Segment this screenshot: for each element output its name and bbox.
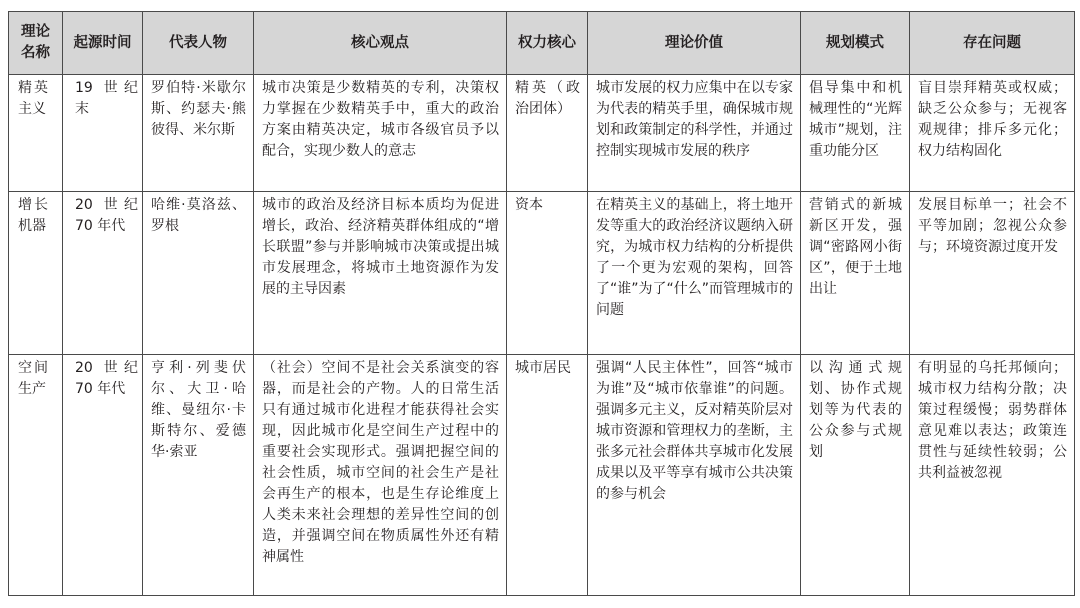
cell-power [507, 75, 588, 192]
header-people [143, 12, 254, 75]
cell-issues [910, 192, 1075, 355]
header-value-label: 理论价值 [665, 34, 723, 51]
header-power [507, 12, 588, 75]
cell-origin [63, 192, 143, 355]
header-issues [910, 12, 1075, 75]
cell-mode [801, 355, 910, 596]
header-mode-label: 规划模式 [826, 34, 884, 51]
cell-name-text: 精英主义 [18, 80, 48, 117]
cell-view-text: 城市的政治及经济目标本质均为促进增长，政治、经济精英群体组成的“增长联盟”参与并影响城市决策或提出城市发展理念，将城市土地资源作为发展的主导因素 [262, 197, 499, 297]
cell-issues-text: 盲目崇拜精英或权威；缺乏公众参与；无视客观规律；排斥多元化；权力结构固化 [918, 80, 1067, 159]
cell-view-text: 城市决策是少数精英的专利，决策权力掌握在少数精英手中，重大的政治方案由精英决定，城市各级官员予以配合，实现少数人的意志 [262, 80, 499, 159]
cell-issues [910, 355, 1075, 596]
cell-people-text: 亨利·列斐伏尔、大卫·哈维、曼纽尔·卡斯特尔、爱德华·索亚 [151, 360, 246, 460]
header-issues-label: 存在问题 [963, 34, 1021, 51]
cell-value [588, 75, 801, 192]
cell-people [143, 355, 254, 596]
header-origin [63, 12, 143, 75]
cell-name [9, 355, 63, 596]
cell-origin [63, 75, 143, 192]
header-power-label: 权力核心 [518, 34, 576, 51]
cell-people [143, 75, 254, 192]
cell-origin-text: 20 世纪 70 年代 [75, 360, 138, 397]
cell-origin-text: 19 世纪末 [75, 80, 138, 117]
table-row [9, 355, 1075, 596]
cell-view [254, 192, 507, 355]
header-view [254, 12, 507, 75]
cell-issues [910, 75, 1075, 192]
cell-value-text: 在精英主义的基础上，将土地开发等重大的政治经济议题纳入研究，为城市权力结构的分析提供了一个更为宏观的架构，回答了“谁”为了“什么”而管理城市的问题 [596, 197, 794, 318]
cell-issues-text: 有明显的乌托邦倾向；城市权力结构分散；决策过程缓慢；弱势群体意见难以表达；政策连贯性与延续性较弱；公共利益被忽视 [918, 360, 1067, 481]
cell-power [507, 355, 588, 596]
cell-origin [63, 355, 143, 596]
cell-value-text: 城市发展的权力应集中在以专家为代表的精英手里，确保城市规划和政策制定的科学性，并通过控制实现城市发展的秩序 [596, 80, 793, 159]
cell-value-text: 强调“人民主体性”，回答“城市为谁”及“城市依靠谁”的问题。强调多元主义，反对精英阶层对城市资源和管理权力的垄断，主张多元社会群体共享城市化发展成果以及平等享有城市公共决策的参与机会 [596, 360, 793, 502]
header-value [588, 12, 801, 75]
table-row [9, 75, 1075, 192]
cell-view [254, 355, 507, 596]
header-mode [801, 12, 910, 75]
header-origin-label: 起源时间 [73, 34, 132, 51]
cell-power-text: 精英（政治团体） [515, 80, 580, 117]
header-people-label: 代表人物 [169, 34, 227, 51]
header-row [9, 12, 1075, 75]
cell-name [9, 192, 63, 355]
cell-mode-text: 倡导集中和机械理性的“光辉城市”规划，注重功能分区 [809, 80, 902, 159]
cell-value [588, 355, 801, 596]
cell-mode-text: 以沟通式规划、协作式规划等为代表的公众参与式规划 [809, 360, 902, 460]
cell-origin-text: 20 世纪 70 年代 [75, 197, 138, 234]
cell-power-text: 资本 [515, 197, 543, 213]
cell-mode-text: 营销式的新城新区开发，强调“密路网小街区”，便于土地出让 [809, 197, 902, 297]
cell-name-text: 增长机器 [18, 197, 48, 234]
cell-view [254, 75, 507, 192]
header-name-label: 理论名称 [21, 24, 50, 61]
cell-issues-text: 发展目标单一；社会不平等加剧；忽视公众参与；环境资源过度开发 [918, 197, 1067, 255]
header-view-label: 核心观点 [351, 34, 409, 51]
cell-view-text: （社会）空间不是社会关系演变的容器，而是社会的产物。人的日常生活只有通过城市化进程才能获得社会实现，因此城市化是空间生产过程中的重要社会实现形式。强调把握空间的社会性质，城市空间的社会生产是社会再生产的根本，也是生存论维度上人类未来社会理想的差异性空间的创造，并强调空间在物质属性外还有精神属性 [262, 360, 499, 565]
cell-people-text: 哈维·莫洛兹、罗根 [151, 197, 246, 234]
cell-value [588, 192, 801, 355]
cell-people [143, 192, 254, 355]
cell-mode [801, 192, 910, 355]
header-name [9, 12, 63, 75]
cell-name [9, 75, 63, 192]
cell-name-text: 空间生产 [18, 360, 48, 397]
theory-comparison-table [8, 11, 1075, 596]
cell-mode [801, 75, 910, 192]
cell-power [507, 192, 588, 355]
table-row [9, 192, 1075, 355]
cell-people-text: 罗伯特·米歇尔斯、约瑟夫·熊彼得、米尔斯 [151, 80, 246, 138]
cell-power-text: 城市居民 [515, 360, 571, 376]
